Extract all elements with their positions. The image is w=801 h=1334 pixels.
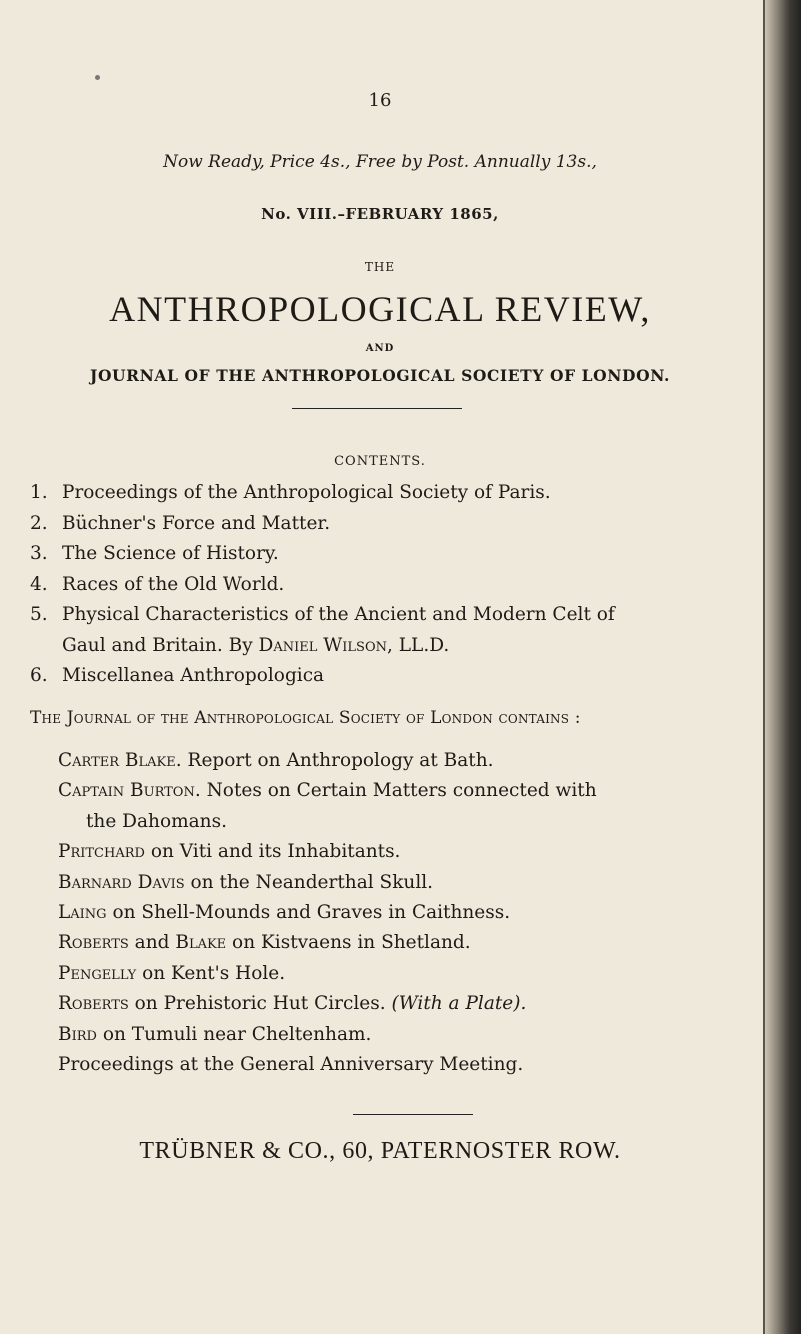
item-text: Gaul and Britain. By [62,634,259,656]
author-name: Roberts [58,932,129,954]
item-text: on Kent's Hole. [136,962,286,984]
author-name: Carter Blake. [58,750,182,771]
divider-rule [353,1114,473,1115]
title-article: THE [364,260,396,274]
item-text: Races of the Old World. [62,573,285,595]
author-name: Bird [58,1023,97,1045]
item-number: 5. [30,604,48,625]
journal-contents-list [58,746,758,1080]
plate-note: (With a Plate). [391,993,527,1015]
author-name: Laing [58,902,107,924]
item-text: on Kistvaens in Shetland. [226,932,471,954]
journal-item [58,959,758,989]
journal-item [58,1050,758,1080]
item-text: on Prehistoric Hut Circles. [128,993,392,1015]
item-text: on Tumuli near Cheltenham. [96,1023,372,1045]
item-number: 2. [30,512,48,534]
contents-item [30,539,750,570]
journal-item [58,989,758,1019]
review-title: ANTHROPOLOGICAL REVIEW, [109,289,651,329]
item-continuation: the Dahomans. [86,810,227,832]
author-name: Roberts [58,993,129,1015]
contents-item [30,600,750,661]
item-number: 4. [30,573,48,595]
item-text: on Viti and its Inhabitants. [144,841,401,863]
item-number: 3. [30,543,48,564]
author-name: Captain Burton. [58,780,201,802]
divider-rule [292,408,462,409]
page-edge-shadow [763,0,801,1334]
availability-line: Now Ready, Price 4s., Free by Post. Annually 13s., [163,152,597,172]
item-text: on the Neanderthal Skull. [184,871,434,893]
author-name: Blake [175,932,227,954]
contents-item [30,570,750,601]
contents-item [30,478,750,509]
item-text: and [128,932,176,954]
journal-item [58,1020,758,1050]
item-continuation [62,631,750,662]
contents-list [30,478,750,692]
author-name: Barnard Davis [58,871,185,893]
contents-item [30,661,750,692]
publisher-line: TRÜBNER & CO., 60, PATERNOSTER ROW. [139,1138,621,1164]
item-text: Proceedings at the General Anniversary Meeting. [58,1054,524,1076]
contents-item [30,509,750,540]
ink-speck [95,75,100,80]
author-name: Daniel Wilson [258,634,387,656]
journal-item [58,776,758,837]
journal-item [58,898,758,928]
page-number: 16 [368,90,392,111]
journal-item [58,746,758,776]
item-text: on Shell-Mounds and Graves in Caithness. [106,902,511,924]
item-text: Physical Characteristics of the Ancient and Modern Celt of [62,604,615,625]
item-text: Report on Anthropology at Bath. [181,750,494,771]
item-text: , LL.D. [387,634,450,656]
author-name: Pritchard [58,841,145,863]
author-name: Pengelly [58,962,137,984]
item-text: Proceedings of the Anthropological Society of Paris. [62,482,551,503]
issue-line: No. VIII.–FEBRUARY 1865, [261,205,499,223]
item-text: Büchner's Force and Matter. [62,512,331,534]
journal-item [58,837,758,867]
journal-item [58,928,758,958]
title-conjunction: AND [365,343,395,354]
item-number: 6. [30,665,48,686]
item-text: Notes on Certain Matters connected with [200,780,597,802]
item-text: The Science of History. [62,543,279,564]
contents-heading: CONTENTS. [334,454,426,469]
journal-contains-heading: The Journal of the Anthropological Society of London contains : [30,708,581,728]
journal-item [58,868,758,898]
item-number: 1. [30,482,48,503]
item-text: Miscellanea Anthropologica [62,665,325,686]
page-edge-line [763,0,765,1334]
journal-title: JOURNAL OF THE ANTHROPOLOGICAL SOCIETY OF LONDON. [90,366,670,385]
